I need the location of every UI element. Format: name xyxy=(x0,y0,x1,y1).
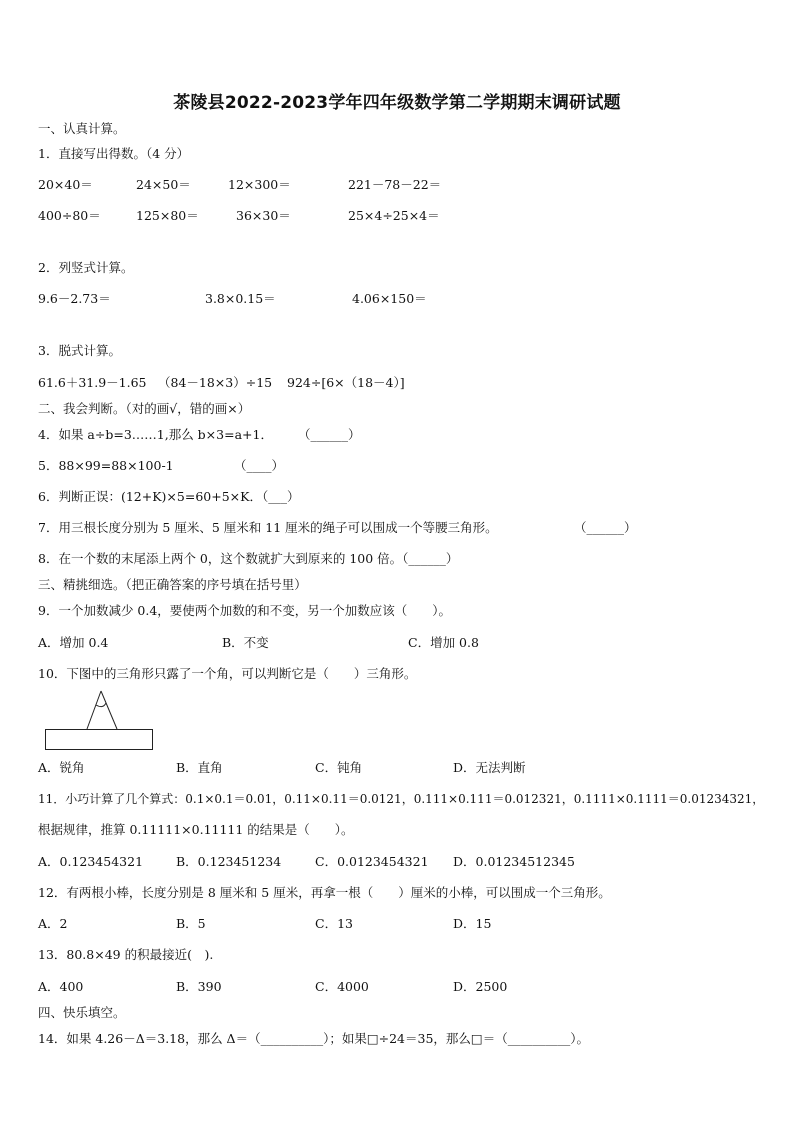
q6-text: 6．判断正误：(12+K)×5=60+5×K．（___） xyxy=(38,489,300,504)
q10-option-a[interactable]: A．锐角 xyxy=(38,760,85,775)
q1-r2-c2: 125×80＝ xyxy=(136,208,199,223)
q12-option-b[interactable]: B．5 xyxy=(176,916,206,931)
q12-option-c[interactable]: C．13 xyxy=(315,916,353,931)
q5-answer-blank[interactable]: （____） xyxy=(234,458,285,473)
q1-r2-c1: 400÷80＝ xyxy=(38,208,101,223)
q3-item-1: 61.6＋31.9－1.65 xyxy=(38,375,147,390)
q11-option-c[interactable]: C．0.0123454321 xyxy=(315,854,429,869)
q11-option-b[interactable]: B．0.123451234 xyxy=(176,854,282,869)
q3-item-3: 924÷[6×（18－4）] xyxy=(287,375,405,390)
q14-text: 14．如果 4.26－Δ＝3.18，那么 Δ＝（__________）；如果□÷24＝35，那么□＝（__________）。 xyxy=(38,1031,589,1046)
q10-text: 10．下图中的三角形只露了一个角，可以判断它是（ ）三角形。 xyxy=(38,666,417,681)
q12-option-a[interactable]: A．2 xyxy=(38,916,68,931)
q3-item-2: （84－18×3）÷15 xyxy=(158,375,273,390)
section3-heading: 三、精挑细选。（把正确答案的序号填在括号里） xyxy=(38,577,307,592)
q2-label: 2．列竖式计算。 xyxy=(38,260,134,275)
q1-r1-c1: 20×40＝ xyxy=(38,177,93,192)
q3-label: 3．脱式计算。 xyxy=(38,343,121,358)
q13-option-d[interactable]: D．2500 xyxy=(453,979,508,994)
q13-option-a[interactable]: A．400 xyxy=(38,979,84,994)
q1-r2-c3: 36×30＝ xyxy=(236,208,291,223)
q4-answer-blank[interactable]: （______） xyxy=(298,427,361,442)
q2-item-1: 9.6－2.73＝ xyxy=(38,291,111,306)
q2-item-2: 3.8×0.15＝ xyxy=(205,291,276,306)
q1-label: 1．直接写出得数。（4 分） xyxy=(38,146,190,161)
q11-option-a[interactable]: A．0.123454321 xyxy=(38,854,144,869)
q10-option-d[interactable]: D．无法判断 xyxy=(453,760,526,775)
q2-item-3: 4.06×150＝ xyxy=(352,291,427,306)
q9-option-a[interactable]: A．增加 0.4 xyxy=(38,635,109,650)
q13-option-b[interactable]: B．390 xyxy=(176,979,222,994)
q10-option-c[interactable]: C．钝角 xyxy=(315,760,363,775)
section4-heading: 四、快乐填空。 xyxy=(38,1005,126,1020)
q9-option-c[interactable]: C．增加 0.8 xyxy=(408,635,479,650)
q11-text-line1: 11．小巧计算了几个算式：0.1×0.1＝0.01，0.11×0.11＝0.0121，0.111×0.111＝0.012321，0.1111×0.1111＝0.01234321， xyxy=(38,792,765,806)
q13-text: 13．80.8×49 的积最接近( ). xyxy=(38,947,214,962)
page-title: 茶陵县2022-2023学年四年级数学第二学期期末调研试题 xyxy=(173,93,621,113)
q7-answer-blank[interactable]: （______） xyxy=(574,520,637,535)
q12-text: 12．有两根小棒，长度分别是 8 厘米和 5 厘米，再拿一根（ ）厘米的小棒，可以围成一个三角形。 xyxy=(38,885,611,900)
section1-heading: 一、认真计算。 xyxy=(38,121,126,136)
q10-cover-rectangle xyxy=(45,729,153,750)
q9-text: 9．一个加数减少 0.4，要使两个加数的和不变，另一个加数应该（ ）。 xyxy=(38,603,452,618)
q1-r1-c4: 221－78－22＝ xyxy=(348,177,442,192)
q8-text: 8．在一个数的末尾添上两个 0，这个数就扩大到原来的 100 倍。（______） xyxy=(38,551,459,566)
q9-option-b[interactable]: B．不变 xyxy=(222,635,269,650)
q11-text-line2: 根据规律，推算 0.11111×0.11111 的结果是（ ）。 xyxy=(38,822,354,837)
q7-text: 7．用三根长度分别为 5 厘米、5 厘米和 11 厘米的绳子可以围成一个等腰三角形。 xyxy=(38,520,498,535)
q10-option-b[interactable]: B．直角 xyxy=(176,760,223,775)
q13-option-c[interactable]: C．4000 xyxy=(315,979,369,994)
q4-text: 4．如果 a÷b=3……1,那么 b×3=a+1． xyxy=(38,427,273,442)
q1-r1-c2: 24×50＝ xyxy=(136,177,191,192)
q12-option-d[interactable]: D．15 xyxy=(453,916,492,931)
q11-option-d[interactable]: D．0.01234512345 xyxy=(453,854,575,869)
q1-r2-c4: 25×4÷25×4＝ xyxy=(348,208,440,223)
section2-heading: 二、我会判断。（对的画√，错的画×） xyxy=(38,401,251,416)
q1-r1-c3: 12×300＝ xyxy=(228,177,291,192)
q5-text: 5．88×99=88×100-1 xyxy=(38,458,174,473)
